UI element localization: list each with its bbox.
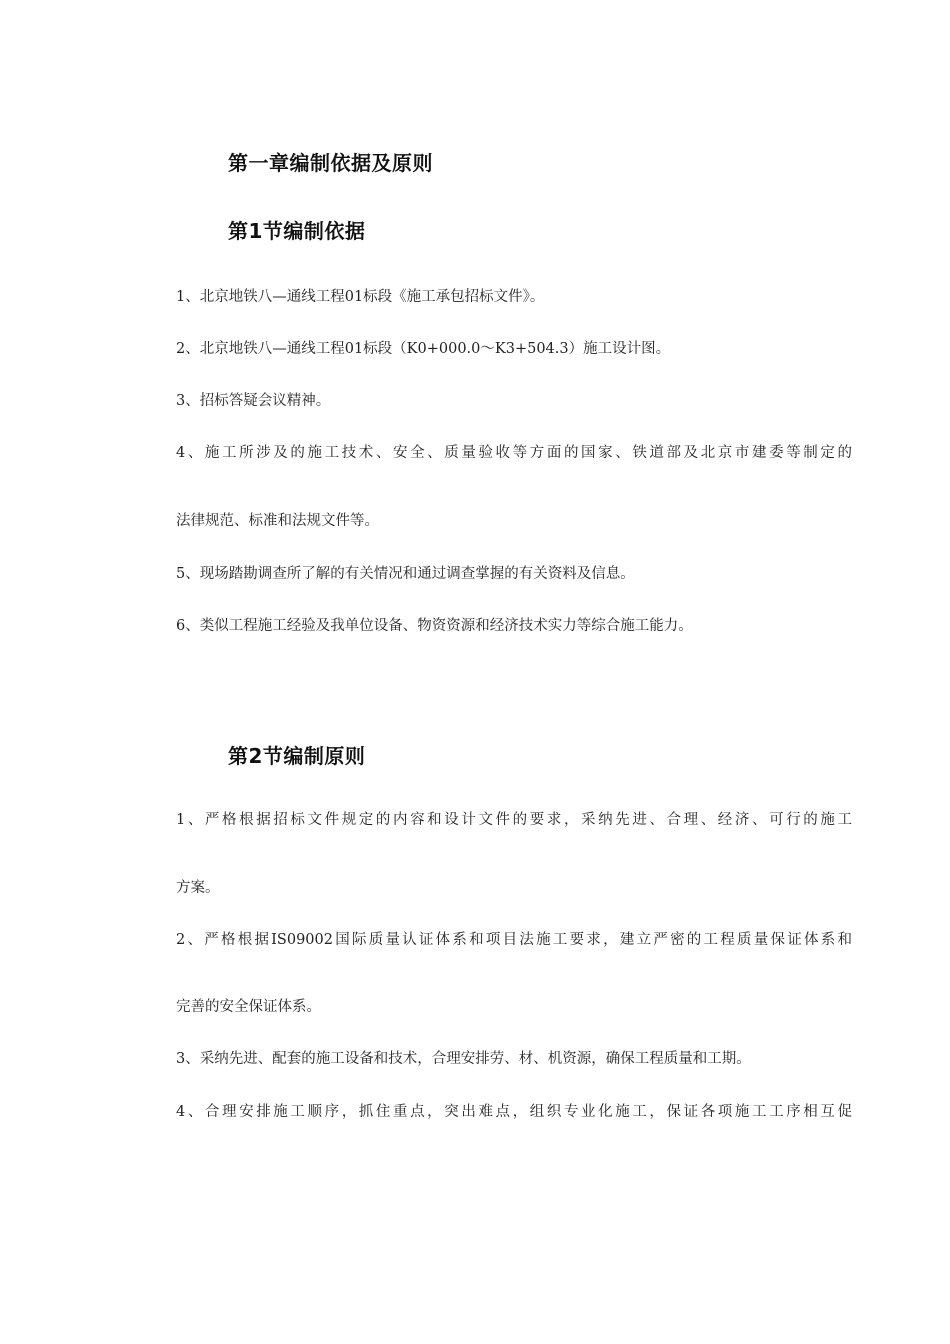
basis-item-4: 4、施工所涉及的施工技术、安全、质量验收等方面的国家、铁道部及北京市建委等制定的 xyxy=(176,445,852,461)
basis-item-3: 3、招标答疑会议精神。 xyxy=(176,393,331,409)
section-1-title: 第1节编制依据 xyxy=(228,219,366,243)
basis-item-6: 6、类似工程施工经验及我单位设备、物资资源和经济技术实力等综合施工能力。 xyxy=(176,618,693,634)
principle-item-4: 4、合理安排施工顺序，抓住重点，突出难点，组织专业化施工，保证各项施工工序相互促 xyxy=(176,1104,852,1120)
basis-item-2: 2、北京地铁八—通线工程01标段（K0+000.0～K3+504.3）施工设计图。 xyxy=(176,341,671,357)
principle-item-3: 3、采纳先进、配套的施工设备和技术，合理安排劳、材、机资源，确保工程质量和工期。 xyxy=(176,1051,751,1067)
basis-item-1: 1、北京地铁八—通线工程01标段《施工承包招标文件》。 xyxy=(176,289,545,305)
basis-item-5: 5、现场踏勘调查所了解的有关情况和通过调查掌握的有关资料及信息。 xyxy=(176,566,635,582)
basis-item-4-continued: 法律规范、标准和法规文件等。 xyxy=(176,513,379,529)
principle-item-1-continued: 方案。 xyxy=(176,880,220,896)
principle-item-1: 1、严格根据招标文件规定的内容和设计文件的要求，采纳先进、合理、经济、可行的施工 xyxy=(176,812,852,828)
principle-item-2-continued: 完善的安全保证体系。 xyxy=(176,999,321,1015)
chapter-title: 第一章编制依据及原则 xyxy=(228,151,433,175)
section-2-title: 第2节编制原则 xyxy=(228,744,366,768)
principle-item-2: 2、严格根据IS09002国际质量认证体系和项目法施工要求，建立严密的工程质量保证体系和 xyxy=(176,932,852,948)
